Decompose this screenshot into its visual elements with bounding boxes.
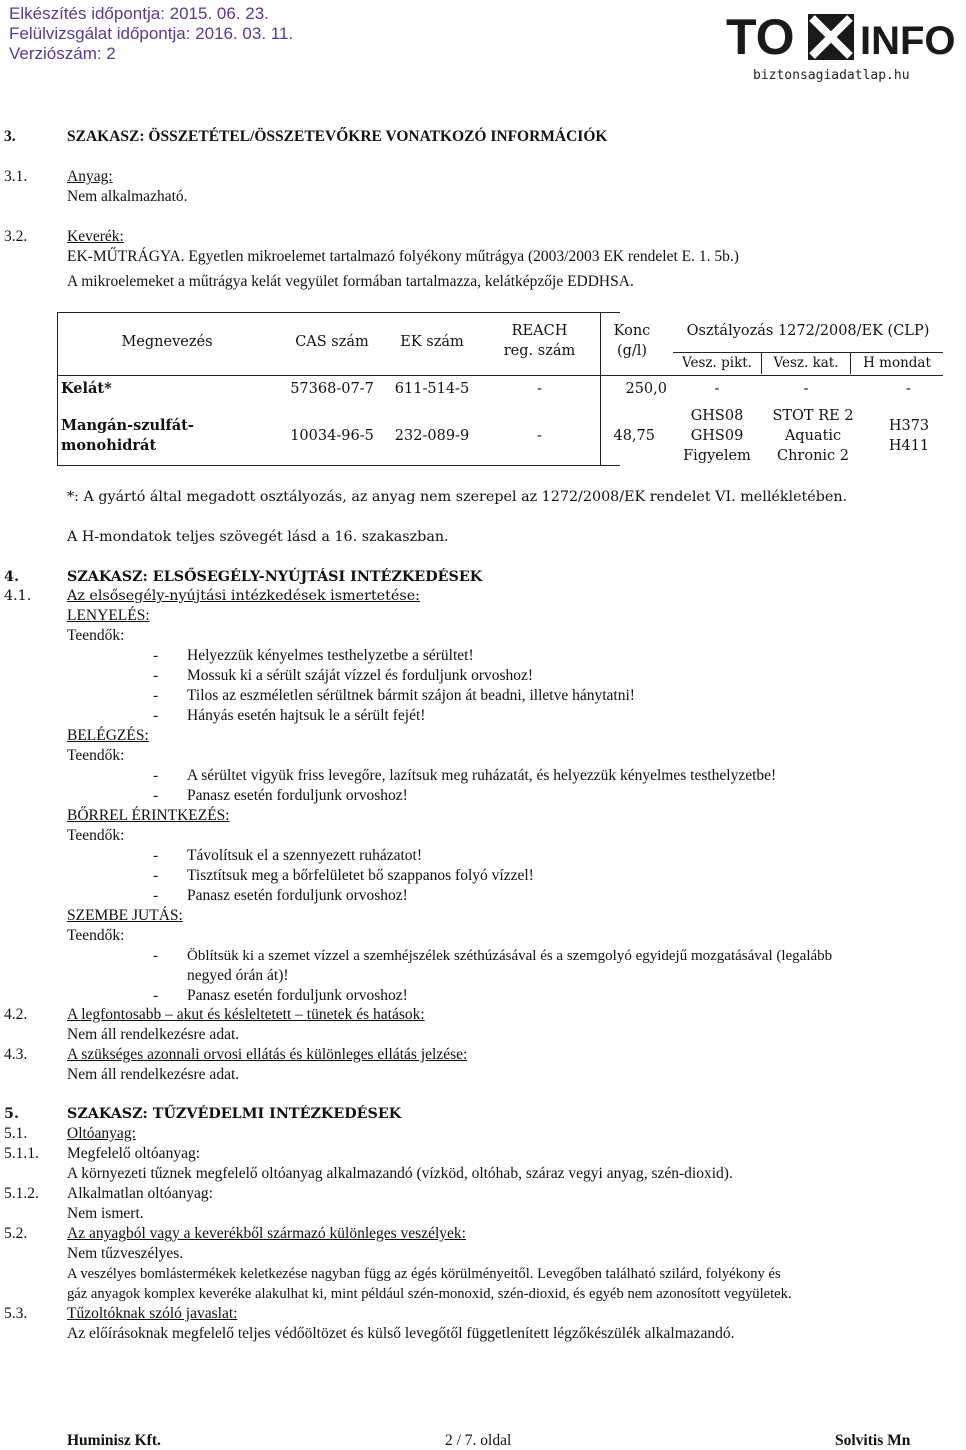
footer-page: 2 / 7. oldal: [445, 1432, 512, 1449]
s31-text: Nem alkalmazható.: [67, 188, 188, 205]
s43-text: Nem áll rendelkezésre adat.: [67, 1066, 240, 1083]
th-class: Osztályozás 1272/2008/EK (CLP): [686, 323, 930, 339]
th-kat: Vesz. kat.: [773, 355, 839, 371]
table-note-2: A H-mondatok teljes szövegét lásd a 16. szakaszban.: [67, 529, 449, 545]
s42-text: Nem áll rendelkezésre adat.: [67, 1026, 240, 1043]
version: Verziószám: 2: [9, 44, 116, 63]
composition-table: Megnevezés CAS szám EK szám REACH reg. szám Konc (g/l) Osztályozás 1272/2008/EK (CLP) Vesz. pikt. Vesz. kat. H mondat Kelát* 57368-07-7 611-514-5 - 250,0 - - - Mangán-szulfát- monohidrát 10034-96-5 232-089-9 - 48,75 GHS08 GHS09 Figyelem STOT RE 2 Aquatic Chronic 2 H373 H411: [57, 312, 943, 472]
th-konc: Konc (g/l): [613, 323, 651, 359]
s512-text: Nem ismert.: [67, 1205, 144, 1222]
s511-text: A környezeti tűznek megfelelő oltóanyag alkalmazandó (vízköd, oltóhab, száraz vegyi anyag, szén-dioxid).: [67, 1165, 733, 1182]
teendok-label: Teendők:: [67, 747, 125, 764]
logo-left-text: TO: [726, 9, 795, 65]
th-pikt: Vesz. pikt.: [682, 355, 752, 371]
teendok-label: Teendők:: [67, 627, 125, 644]
s52-text-2: A veszélyes bomlástermékek keletkezése nagyban függ az égés körülményeitől. Levegőben található szilárd, folyékony és: [67, 1266, 781, 1282]
header-meta: [9, 4, 293, 64]
s52-text-3: gáz anyagok komplex keveréke alakulhat ki, mint például szén-monoxid, szén-dioxid, és egyéb nem azonosított vegyületek.: [67, 1286, 792, 1302]
s32-line2: A mikroelemeket a műtrágya kelát vegyület formában tartalmazza, kelátképzője EDDHSA.: [67, 273, 634, 290]
prepared-date: Elkészítés időpontja: 2015. 06. 23.: [9, 4, 269, 23]
s53-text: Az előírásoknak megfelelő teljes védőöltözet és külső levegőtől függetlenített légzőkészülék alkalmazandó.: [67, 1325, 735, 1342]
table-note: *: A gyártó által megadott osztályozás, az anyag nem szerepel az 1272/2008/EK rendelet VI. mellékletében.: [67, 489, 848, 505]
th-name: Megnevezés: [121, 334, 213, 350]
belegzes-label: BELÉGZÉS:: [67, 727, 149, 744]
toxinfo-logo: [724, 8, 956, 68]
th-reach: REACH reg. szám: [503, 323, 576, 359]
szembe-label: SZEMBE JUTÁS:: [67, 907, 183, 924]
logo-website: biztonsagiadatlap.hu: [753, 68, 910, 83]
teendok-label: Teendők:: [67, 827, 125, 844]
th-ek: EK szám: [400, 334, 464, 350]
teendok-label: Teendők:: [67, 927, 125, 944]
s52-text-1: Nem tűzveszélyes.: [67, 1245, 184, 1262]
footer-product: Solvitis Mn: [835, 1432, 911, 1449]
borrel-label: BŐRREL ÉRINTKEZÉS:: [67, 807, 230, 824]
th-cas: CAS szám: [295, 334, 369, 350]
revised-date: Felülvizsgálat időpontja: 2016. 03. 11.: [9, 24, 294, 43]
s32-line1: EK-MŰTRÁGYA. Egyetlen mikroelemet tartalmazó folyékony műtrágya (2003/2003 EK rendelet E. 1. 5b.): [67, 248, 739, 265]
th-hmondat: H mondat: [863, 355, 931, 371]
lenyeles-label: LENYELÉS:: [67, 607, 150, 624]
logo-right-text: INFO: [860, 19, 956, 63]
footer-company: Huminisz Kft.: [67, 1432, 161, 1449]
